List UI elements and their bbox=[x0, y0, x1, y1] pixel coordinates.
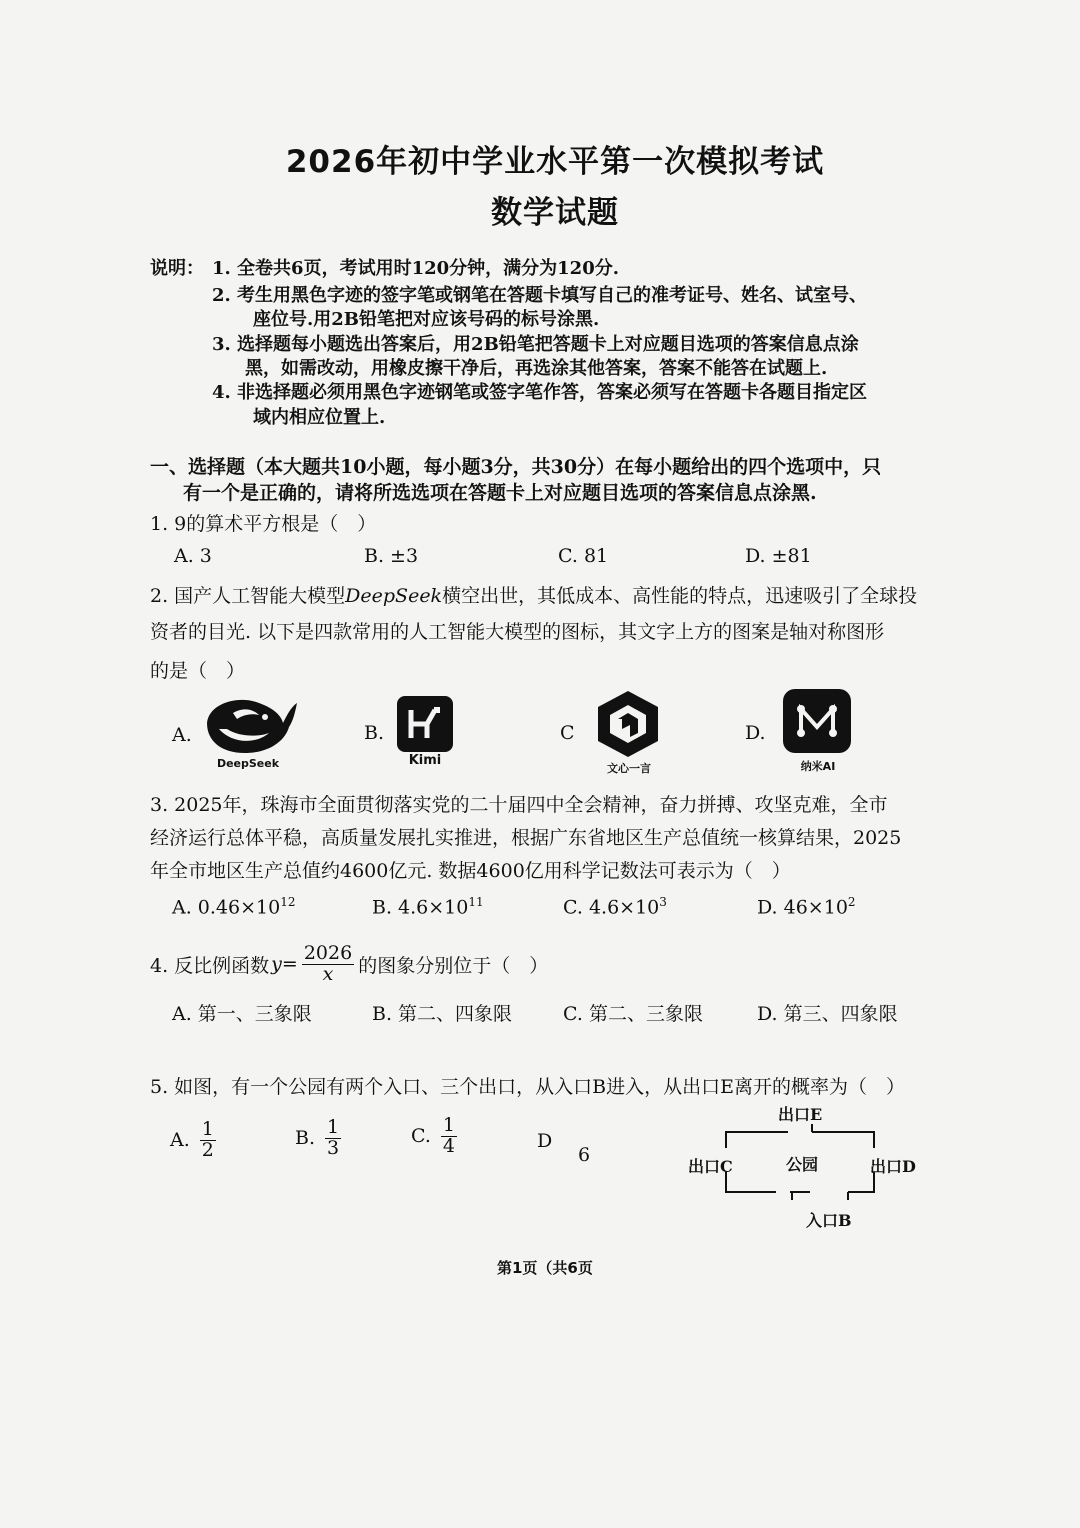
map-entrance-b: 入口B bbox=[806, 1211, 852, 1230]
q3-option-b: B. $4.6\times 10^{11}$ bbox=[372, 895, 484, 919]
q4-var-y: y bbox=[271, 953, 282, 976]
q2-option-d-letter: D. bbox=[745, 722, 766, 744]
q2-line2: 资者的目光. 以下是四款常用的人工智能大模型的图标，其文字上方的图案是轴对称图形 bbox=[150, 621, 885, 643]
q3-line3: 年全市地区生产总值约4600亿元. 数据4600亿用科学记数法可表示为（ ） bbox=[150, 860, 791, 882]
q2-brand: DeepSeek bbox=[345, 585, 443, 607]
q5-option-a: A. $\frac{1}{2}$ bbox=[170, 1118, 214, 1161]
q4-option-a: A. 第一、三象限 bbox=[172, 1003, 312, 1025]
q4-denominator: x bbox=[322, 962, 334, 985]
instructions-label: 说明： bbox=[150, 258, 204, 279]
q4-stem bbox=[150, 944, 548, 985]
q4-numerator: 2026 bbox=[303, 942, 353, 964]
instruction-item: 1. 全卷共6页，考试用时120分钟，满分为120分. bbox=[212, 258, 619, 279]
q2-text: 2. 国产人工智能大模型 bbox=[150, 585, 346, 607]
q1-option-c: C. 81 bbox=[558, 545, 609, 567]
page-number: 第1页（共6页 bbox=[497, 1259, 593, 1277]
map-exit-c: 出口C bbox=[688, 1157, 733, 1176]
q3-option-d: D. $46\times 10^2$ bbox=[757, 895, 856, 919]
hexagon-logo-icon bbox=[594, 689, 662, 759]
instruction-item: 黑，如需改动，用橡皮擦干净后，再选涂其他答案，答案不能答在试题上. bbox=[245, 358, 828, 379]
q3-line1: 3. 2025年，珠海市全面贯彻落实党的二十届四中全会精神，奋力拼搏、攻坚克难，全市 bbox=[150, 794, 888, 816]
map-exit-d: 出口D bbox=[870, 1157, 916, 1176]
q4-option-b: B. 第二、四象限 bbox=[372, 1003, 513, 1025]
q5-option-d-den: 6 bbox=[578, 1144, 591, 1166]
instruction-item: 域内相应位置上. bbox=[253, 407, 386, 428]
q2-option-c-letter: C bbox=[560, 722, 575, 744]
logo-caption: Kimi bbox=[408, 753, 442, 768]
q3-option-a: A. $0.46\times 10^{12}$ bbox=[172, 895, 296, 919]
q2-text: 横空出世，其低成本、高性能的特点，迅速吸引了全球投 bbox=[442, 585, 918, 607]
q2-option-a-letter: A. bbox=[172, 724, 192, 746]
q5-option-c: C. $\frac{1}{4}$ bbox=[411, 1114, 455, 1157]
q5-option-b: B. $\frac{1}{3}$ bbox=[295, 1116, 340, 1159]
q2-option-b-letter: B. bbox=[364, 722, 385, 744]
instruction-item: 4. 非选择题必须用黑色字迹钢笔或签字笔作答，答案必须写在答题卡各题目指定区 bbox=[212, 382, 868, 403]
whale-logo-icon bbox=[203, 693, 299, 755]
section-heading: 一、选择题（本大题共10小题，每小题3分，共30分）在每小题给出的四个选项中，只 bbox=[150, 456, 882, 478]
q3-option-c: C. $4.6\times 10^3$ bbox=[563, 895, 667, 919]
kimi-logo-icon bbox=[397, 696, 453, 752]
q4-option-d: D. 第三、四象限 bbox=[757, 1003, 898, 1025]
q4-eq: = bbox=[281, 953, 298, 976]
q1-option-a: A. 3 bbox=[174, 545, 212, 567]
q2-line3: 的是（ ） bbox=[150, 660, 246, 682]
logo-caption: DeepSeek bbox=[216, 757, 280, 770]
q3-line2: 经济运行总体平稳，高质量发展扎实推进，根据广东省地区生产总值统一核算结果，2025 bbox=[150, 827, 902, 849]
logo-caption: 文心一言 bbox=[607, 762, 651, 775]
section-heading-cont: 有一个是正确的，请将所选选项在答题卡上对应题目选项的答案信息点涂黑. bbox=[183, 482, 817, 504]
q4-fraction bbox=[302, 944, 354, 985]
instruction-item: 座位号.用2B铅笔把对应该号码的标号涂黑. bbox=[253, 309, 600, 330]
q5-stem: 5. 如图，有一个公园有两个入口、三个出口，从入口B进入，从出口E离开的概率为（ ） bbox=[150, 1076, 906, 1098]
q1-option-d: D. ±81 bbox=[745, 545, 812, 567]
q4-text: 的图象分别位于（ ） bbox=[358, 954, 549, 977]
exam-title: 2026年初中学业水平第一次模拟考试 bbox=[285, 144, 825, 180]
map-park: 公园 bbox=[786, 1155, 819, 1174]
exam-subtitle: 数学试题 bbox=[491, 195, 619, 231]
nami-logo-icon bbox=[783, 689, 851, 753]
q2-line1 bbox=[150, 581, 917, 608]
q1-stem: 1. 9的算术平方根是（ ） bbox=[150, 513, 377, 535]
q1-option-b: B. ±3 bbox=[364, 545, 419, 567]
q4-option-c: C. 第二、三象限 bbox=[563, 1003, 703, 1025]
q4-text: 4. 反比例函数 bbox=[150, 954, 270, 977]
q5-option-d-letter: D bbox=[537, 1130, 553, 1152]
instruction-item: 3. 选择题每小题选出答案后，用2B铅笔把答题卡上对应题目选项的答案信息点涂 bbox=[212, 334, 859, 355]
logo-caption: 纳米AI bbox=[800, 760, 836, 773]
instruction-item: 2. 考生用黑色字迹的签字笔或钢笔在答题卡填写自己的准考证号、姓名、试室号、 bbox=[212, 285, 868, 306]
map-exit-e: 出口E bbox=[778, 1105, 823, 1124]
